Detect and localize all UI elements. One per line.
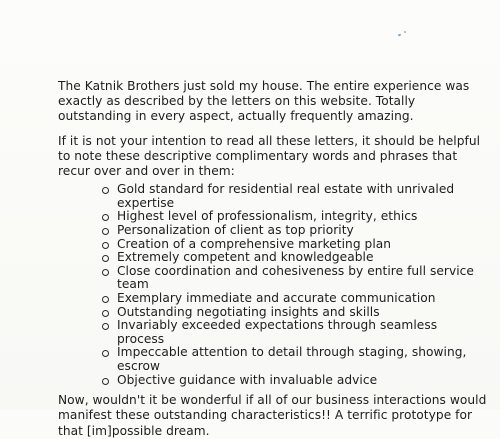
list-item-text: Exemplary immediate and accurate communication [117, 290, 436, 305]
list-item [102, 265, 488, 292]
list-item-text: Creation of a comprehensive marketing plan [117, 236, 392, 251]
list-item-text: Invariably exceeded expectations through seamless process [117, 318, 438, 346]
list-item-text: Outstanding negotiating insights and skills [117, 304, 380, 319]
list-item [102, 374, 488, 388]
bullet-circle-icon [102, 323, 109, 330]
list-item [102, 224, 488, 238]
list-item-text: Objective guidance with invaluable advice [117, 372, 378, 387]
bullet-circle-icon [102, 296, 109, 303]
list-item [102, 238, 488, 252]
bullet-circle-icon [102, 214, 109, 221]
list-item-text: Close coordination and cohesiveness by entire full service team [117, 263, 474, 292]
list-item [102, 210, 488, 224]
list-item-text: Personalization of client as top priority [117, 223, 354, 237]
letter-body [58, 79, 488, 439]
list-item [102, 183, 488, 210]
bullet-circle-icon [102, 350, 109, 357]
ink-speck [404, 31, 407, 34]
compliments-list [58, 183, 488, 387]
opening-paragraph: The Katnik Brothers just sold my house. The entire experience was exactly as described by the letters on this website. Totally outstanding in every aspect, actually frequently amazing. [58, 79, 470, 124]
list-item [102, 306, 488, 320]
list-item-text: Gold standard for residential real estate with unrivaled expertise [117, 182, 455, 210]
ink-speck [398, 34, 402, 37]
list-item [102, 251, 488, 265]
bullet-circle-icon [102, 310, 109, 317]
bullet-circle-icon [102, 187, 109, 194]
bullet-circle-icon [102, 228, 109, 235]
list-item-text: Impeccable attention to detail through staging, showing, escrow [117, 345, 467, 373]
list-item-text: Highest level of professionalism, integrity, ethics [117, 209, 418, 224]
list-item [102, 319, 488, 346]
list-item [102, 292, 488, 306]
list-item-text: Extremely competent and knowledgeable [117, 250, 374, 265]
intro-paragraph: If it is not your intention to read all these letters, it should be helpful to note these descriptive complimentary words and phrases that recur over and over in them: [58, 133, 481, 179]
bullet-circle-icon [102, 255, 109, 262]
list-item [102, 346, 488, 373]
bullet-circle-icon [102, 242, 109, 249]
closing-paragraph: Now, wouldn't it be wonderful if all of our business interactions would manifest these outstanding characteristics!! A terrific prototype for that [im]possible dream. [58, 393, 487, 438]
bullet-circle-icon [102, 269, 109, 276]
bullet-circle-icon [102, 378, 109, 385]
